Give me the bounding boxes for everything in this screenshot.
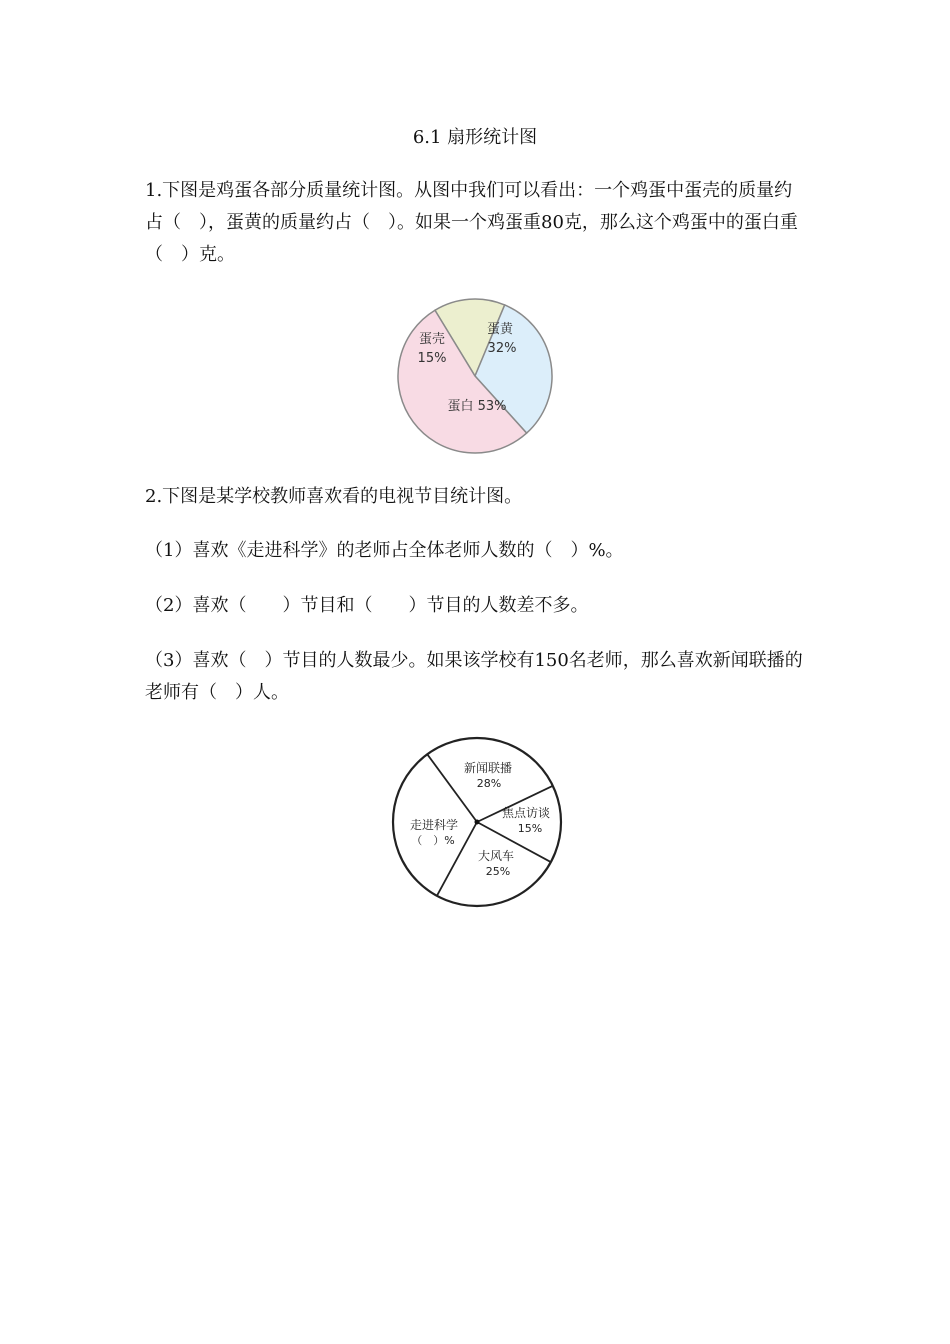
science-value: （ ）%: [411, 834, 455, 847]
focus-label: 焦点访谈: [501, 806, 551, 820]
eggshell-label: 蛋壳: [418, 332, 446, 347]
yolk-label: 蛋黄: [486, 322, 514, 337]
science-label: 走进科学: [409, 818, 459, 832]
eggshell-value: 15%: [417, 351, 447, 366]
page-title: 6.1 扇形统计图: [412, 127, 538, 148]
windmill-value: 25%: [485, 865, 511, 878]
pie-center-dot: [475, 820, 480, 825]
news-value: 28%: [476, 777, 502, 790]
white-value: 蛋白 53%: [447, 399, 507, 414]
question-1: 1.下图是鸡蛋各部分质量统计图。从图中我们可以看出：一个鸡蛋中蛋壳的质量约占（ ），蛋黄的质量约占（ ）。如果一个鸡蛋重80克，那么这个鸡蛋中的蛋白重（ ）克。: [145, 180, 798, 265]
egg-pie-chart: [392, 296, 558, 456]
question-2: 2.下图是某学校教师喜欢看的电视节目统计图。: [145, 486, 523, 507]
tv-program-pie-chart: [386, 734, 566, 910]
question-2-part-2: （2）喜欢（ ）节目和（ ）节目的人数差不多。: [145, 595, 589, 616]
windmill-label: 大风车: [477, 849, 515, 863]
question-2-part-3: （3）喜欢（ ）节目的人数最少。如果该学校有150名老师，那么喜欢新闻联播的老师有（ ）人。: [145, 650, 803, 703]
focus-value: 15%: [517, 822, 543, 835]
news-label: 新闻联播: [463, 761, 513, 775]
yolk-value: 32%: [487, 341, 517, 356]
question-2-part-1: （1）喜欢《走进科学》的老师占全体老师人数的（ ）%。: [145, 540, 624, 561]
